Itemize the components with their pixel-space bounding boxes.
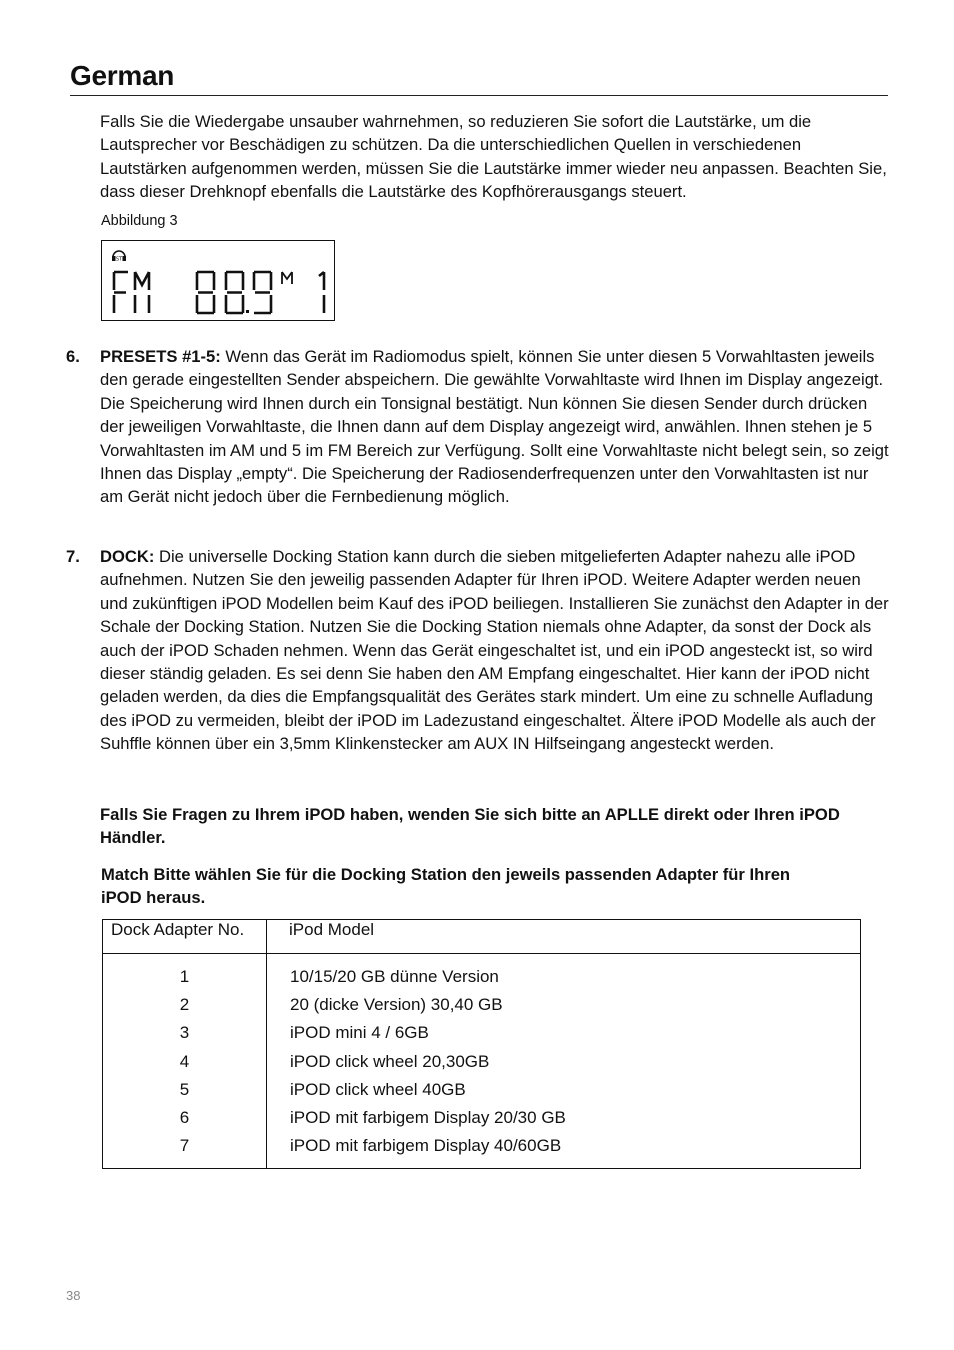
page-number: 38 bbox=[66, 1288, 81, 1303]
stereo-icon bbox=[112, 251, 126, 263]
table-header-row bbox=[103, 920, 861, 954]
item-number-6: 6. bbox=[66, 347, 80, 366]
item-number-7: 7. bbox=[66, 547, 80, 566]
table-cell-model: iPOD mit farbigem Display 20/30 GB bbox=[290, 1107, 566, 1127]
header-ipod-model: iPod Model bbox=[267, 920, 861, 954]
intro-paragraph: Falls Sie die Wiedergabe unsauber wahrnehmen, so reduzieren Sie sofort die Lautstärke, um die Lautsprecher vor Beschädigen zu schützen. Da die unterschiedlichen Quellen in verschiedenen Lautstärken aufgenommen werden, müssen Sie die Lautstärke immer wieder neu anpassen. Beachten Sie, dass dieser Drehknopf ebenfalls die Lautstärke des Kopfhörerausgangs steuert. bbox=[100, 112, 887, 202]
table-cell-number: 5 bbox=[179, 1079, 190, 1099]
ipod-questions-note: Falls Sie Fragen zu Ihrem iPOD haben, wenden Sie sich bitte an APLLE direkt oder Ihren iPOD Händler. bbox=[100, 805, 840, 848]
figure-caption: Abbildung 3 bbox=[101, 213, 178, 229]
table-cell-model: 10/15/20 GB dünne Version bbox=[290, 967, 499, 986]
adapter-number-column bbox=[103, 954, 267, 1169]
table-cell-model: iPOD click wheel 40GB bbox=[290, 1079, 466, 1099]
presets-text: Wenn das Gerät im Radiomodus spielt, können Sie unter diesen 5 Vorwahltasten jeweils den gerade eingestellten Sender abspeichern. Die gewählte Vorwahltaste wird Ihnen im Display angezeigt. Die Speicherung wird Ihnen durch ein Tonsignal bestätigt. Nun können Sie diesen Sender durch drücken der jeweiligen Vorwahltaste, die Ihnen dann auf dem Display angezeigt wird, anwählen. Ihnen stehen je 5 Vorwahltasten im AM und 5 im FM Bereich zur Verfügung. Sollt eine Vorwahltaste nicht belegt sein, so zeigt Ihnen das Display „empty“. Die Speicherung der Radiosenderfrequenzen unter den Vorwahltasten ist nur am Gerät nicht jedoch über die Fernbedienung möglich. bbox=[100, 347, 889, 507]
table-cell-model: iPOD click wheel 20,30GB bbox=[290, 1051, 490, 1071]
table-cell-number: 1 bbox=[179, 967, 190, 986]
table-cell-model: 20 (dicke Version) 30,40 GB bbox=[290, 995, 503, 1015]
lcd-memory-indicator bbox=[282, 272, 324, 313]
table-cell-number: 2 bbox=[179, 995, 190, 1015]
dock-text: Die universelle Docking Station kann durch die sieben mitgelieferten Adapter nahezu alle iPOD aufnehmen. Nutzen Sie den jeweilig passenden Adapter für Ihren iPOD. Weitere Adapter werden neuen und zukünftigen iPOD Modellen beim Kauf des iPOD beiliegen. Installieren Sie zunächst den Adapter in der Schale der Docking Station. Nutzen Sie die Docking Station niemals ohne Adapter, da sonst der Dock als auch der iPOD Schaden nehmen. Wenn das Gerät eingeschaltet ist, und ein iPOD angesteckt ist, so wird dieser ständig geladen. Es sei denn Sie haben den AM Empfang eingeschaltet. Hier kann der iPOD nicht geladen werden, da dies die Empfangsqualität des Gerätes stark mindert. Um eine zu schnelle Aufladung des iPOD zu vermeiden, bleibt der iPOD im Ladezustand eingeschaltet. Ältere iPOD Modelle als auch der Suhffle können über ein 3,5mm Klinkenstecker am AUX IN Hilfseingang angesteckt werden. bbox=[100, 547, 889, 754]
lcd-display-figure bbox=[101, 240, 335, 321]
table-cell-number: 7 bbox=[179, 1136, 190, 1156]
table-body-row bbox=[103, 954, 861, 1169]
svg-text:ST: ST bbox=[115, 256, 123, 263]
page-title: German bbox=[70, 60, 888, 96]
table-cell-number: 4 bbox=[179, 1051, 190, 1071]
header-dock-adapter-no: Dock Adapter No. bbox=[103, 920, 267, 954]
table-cell-model: iPOD mit farbigem Display 40/60GB bbox=[290, 1136, 562, 1156]
dock-paragraph bbox=[100, 545, 890, 756]
lcd-frequency-digits bbox=[197, 272, 271, 313]
presets-paragraph bbox=[100, 345, 890, 509]
adapter-selection-note: Match Bitte wählen Sie für die Docking Station den jeweils passenden Adapter für Ihren iPOD heraus. bbox=[101, 865, 791, 908]
presets-term: PRESETS #1-5: bbox=[100, 347, 221, 366]
table-cell-number: 3 bbox=[179, 1023, 190, 1043]
ipod-model-column bbox=[267, 954, 861, 1169]
adapter-table bbox=[102, 919, 861, 1169]
table-cell-model: iPOD mini 4 / 6GB bbox=[290, 1023, 429, 1043]
lcd-band-fm bbox=[114, 272, 149, 313]
dock-term: DOCK: bbox=[100, 547, 155, 566]
table-cell-number: 6 bbox=[179, 1107, 190, 1127]
